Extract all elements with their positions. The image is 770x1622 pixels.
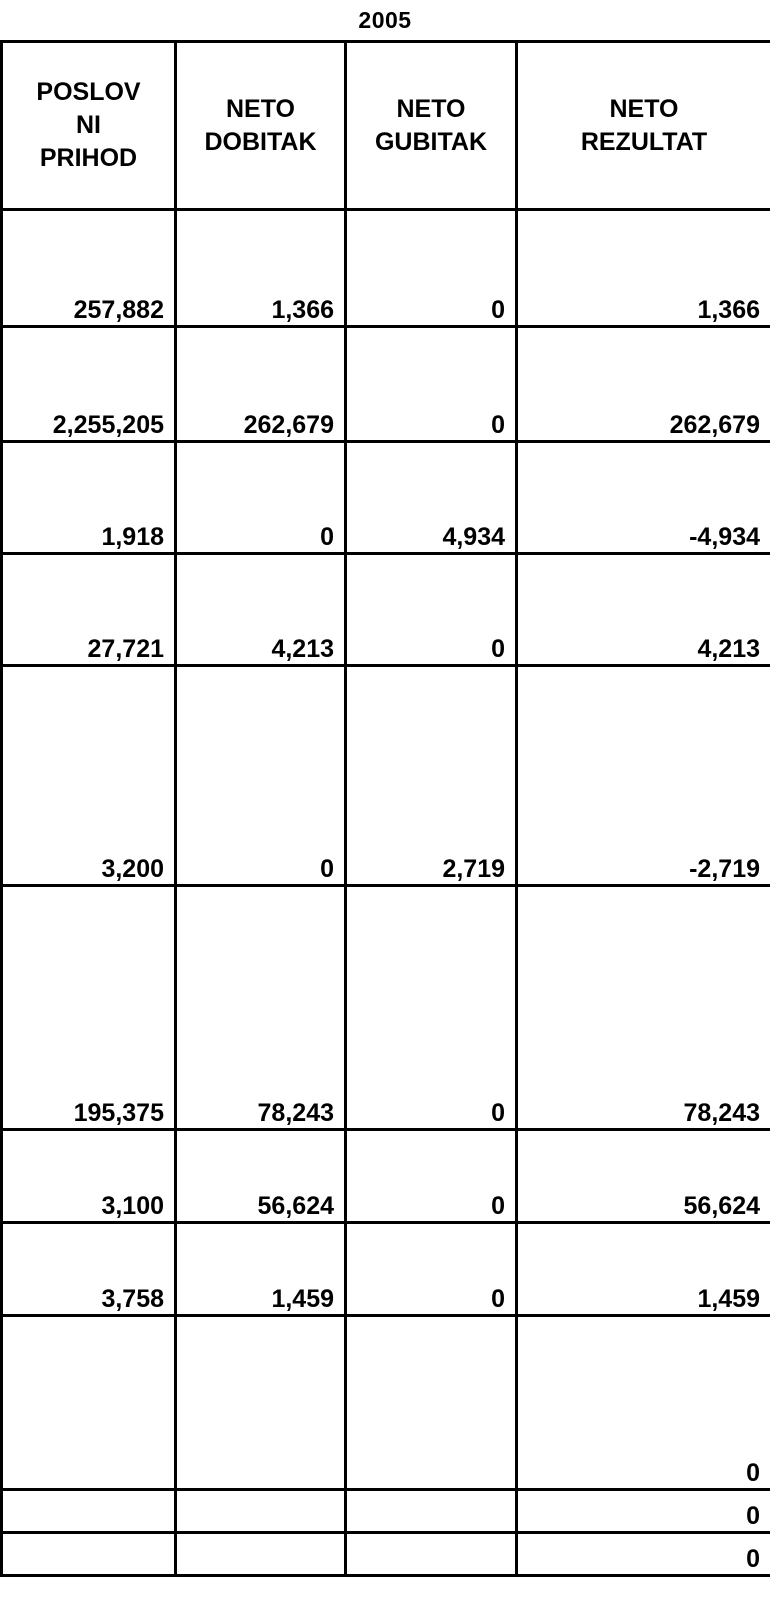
page-title: 2005: [358, 7, 412, 33]
header-line: NETO: [226, 94, 295, 123]
cell-poslovni-prihod: 3,200: [2, 666, 176, 886]
column-header-neto-dobitak: [176, 42, 346, 210]
cell-poslovni-prihod: 257,882: [2, 210, 176, 327]
cell-neto-gubitak: [346, 1533, 517, 1576]
cell-neto-gubitak: 0: [346, 554, 517, 666]
cell-neto-dobitak: 4,213: [176, 554, 346, 666]
cell-poslovni-prihod: [2, 1533, 176, 1576]
cell-poslovni-prihod: 2,255,205: [2, 327, 176, 442]
header-line: POSLOV: [36, 78, 141, 106]
table-row: [2, 886, 770, 1130]
cell-neto-dobitak: 78,243: [176, 886, 346, 1130]
table-row: [2, 327, 770, 442]
cell-neto-dobitak: [176, 1316, 346, 1490]
table-row: [2, 1533, 770, 1576]
table-row: [2, 554, 770, 666]
cell-neto-rezultat: 1,459: [517, 1223, 770, 1316]
cell-neto-rezultat: 262,679: [517, 327, 770, 442]
cell-neto-gubitak: [346, 1490, 517, 1533]
cell-neto-gubitak: 0: [346, 210, 517, 327]
header-line: NI: [76, 111, 101, 139]
table-row: [2, 1223, 770, 1316]
cell-neto-rezultat: 4,213: [517, 554, 770, 666]
cell-neto-gubitak: 0: [346, 886, 517, 1130]
cell-neto-dobitak: [176, 1533, 346, 1576]
cell-neto-rezultat: 0: [517, 1316, 770, 1490]
cell-poslovni-prihod: 1,918: [2, 442, 176, 554]
cell-neto-gubitak: 0: [346, 327, 517, 442]
cell-neto-rezultat: 0: [517, 1533, 770, 1576]
column-header-neto-rezultat: [517, 42, 770, 210]
cell-poslovni-prihod: [2, 1490, 176, 1533]
table-header-row: [2, 42, 770, 210]
cell-neto-dobitak: 56,624: [176, 1130, 346, 1223]
table-row: [2, 1130, 770, 1223]
cell-neto-rezultat: 78,243: [517, 886, 770, 1130]
table-row: [2, 442, 770, 554]
cell-neto-gubitak: 0: [346, 1130, 517, 1223]
cell-neto-gubitak: 4,934: [346, 442, 517, 554]
table-row: [2, 1316, 770, 1490]
cell-neto-rezultat: 1,366: [517, 210, 770, 327]
cell-poslovni-prihod: 3,100: [2, 1130, 176, 1223]
header-line: PRIHOD: [39, 144, 138, 172]
cell-neto-dobitak: 1,366: [176, 210, 346, 327]
financial-table: [0, 40, 770, 1577]
header-line: GUBITAK: [374, 127, 488, 156]
cell-neto-dobitak: 1,459: [176, 1223, 346, 1316]
cell-neto-gubitak: 2,719: [346, 666, 517, 886]
header-line: NETO: [396, 94, 466, 123]
cell-poslovni-prihod: 3,758: [2, 1223, 176, 1316]
cell-neto-rezultat: -2,719: [517, 666, 770, 886]
column-header-neto-gubitak: [346, 42, 517, 210]
column-header-poslovni-prihod: [2, 42, 176, 210]
table-row: [2, 1490, 770, 1533]
table-row: [2, 210, 770, 327]
cell-poslovni-prihod: 195,375: [2, 886, 176, 1130]
cell-poslovni-prihod: 27,721: [2, 554, 176, 666]
table-row: [2, 666, 770, 886]
header-line: DOBITAK: [204, 127, 317, 156]
cell-neto-dobitak: [176, 1490, 346, 1533]
cell-neto-rezultat: 56,624: [517, 1130, 770, 1223]
cell-neto-gubitak: [346, 1316, 517, 1490]
cell-neto-dobitak: 262,679: [176, 327, 346, 442]
cell-neto-dobitak: 0: [176, 666, 346, 886]
cell-neto-rezultat: -4,934: [517, 442, 770, 554]
header-line: REZULTAT: [580, 127, 708, 156]
header-line: NETO: [609, 94, 679, 123]
cell-neto-dobitak: 0: [176, 442, 346, 554]
cell-neto-gubitak: 0: [346, 1223, 517, 1316]
cell-poslovni-prihod: [2, 1316, 176, 1490]
cell-neto-rezultat: 0: [517, 1490, 770, 1533]
